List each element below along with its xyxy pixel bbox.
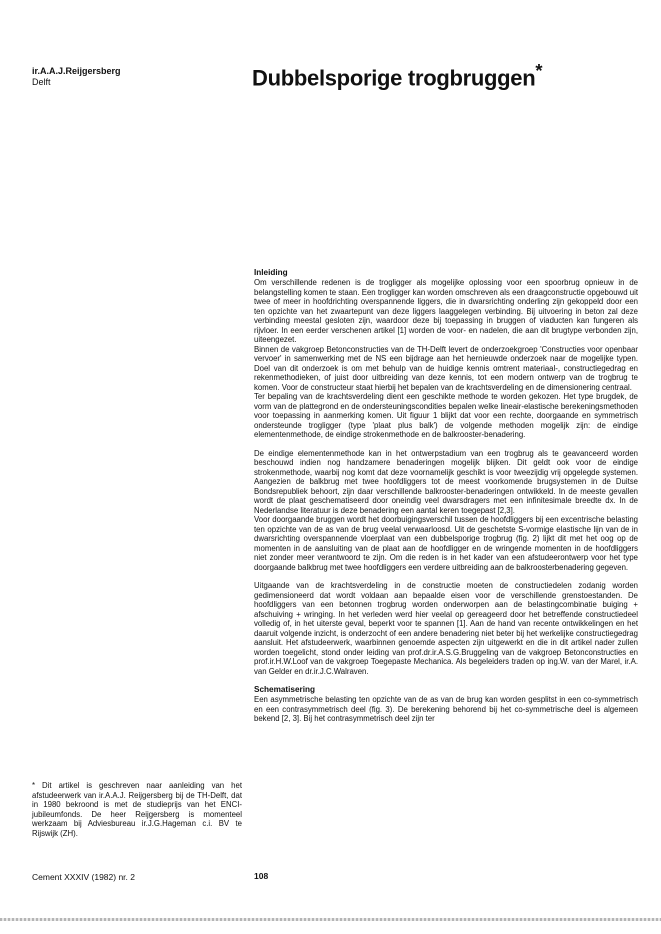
page-number: 108: [254, 871, 269, 881]
author-city: Delft: [32, 77, 51, 87]
paragraph: Voor doorgaande bruggen wordt het doorbuigingsverschil tussen de hoofdliggers bij een excentrische belasting ten opzichte van de as van de brug veelal verwaarloosd. Uit de geschetste S-vormige elastische lijn van de in dwarsrichting overspannende vloerplaat van een dubbelsporige trogbrug (fig. 2) lijkt dit met het oog op de momenten in de aansluiting van de plaat aan de hoofdligger en de wringende momenten in de hoofdliggers niet zonder meer verantwoord te zijn. Om die reden is in het kader van een afstudeerontwerp voor het type doorgaande balkbrug met twee hoofdliggers een verdere uitbreiding aan de balkroosterbenadering gegeven.: [254, 515, 638, 572]
paragraph: Een asymmetrische belasting ten opzichte van de as van de brug kan worden gesplitst in een co-symmetrisch en een contrasymmetrisch deel (fig. 3). De berekening behorend bij het co-symmetrische deel is algemeen bekend [2, 3]. Bij het contrasymmetrisch deel zijn ter: [254, 695, 638, 723]
author-block: [32, 66, 121, 88]
section-heading-schematisering: Schematisering: [254, 685, 315, 694]
article-title-text: Dubbelsporige trogbruggen: [252, 65, 536, 91]
article-title: [252, 60, 542, 91]
author-name: ir.A.A.J.Reijgersberg: [32, 66, 121, 76]
paragraph: De eindige elementenmethode kan in het ontwerpstadium van een trogbrug als te geavanceerd worden beschouwd indien nog handzamere benaderingen mogelijk blijken. Dit geldt ook voor de eindige strokenmethode, waarbij nog komt dat deze voornamelijk geschikt is voor tweezijdig vrij opgelegde systemen. Aangezien de balkbrug met twee hoofdliggers tot de meest voorkomende brugsystemen in de Duitse Bondsrepubliek behoort, zijn daar verschillende balkrooster-benaderingen ontwikkeld. In de meeste gevallen wordt de plaat geschematiseerd door oneindig veel dwarsdragers met een infinitesimale breedte dx. In de Nederlandse literatuur is deze benadering een aantal keren toegepast [2,3].: [254, 448, 638, 515]
paragraph: Om verschillende redenen is de trogligger als mogelijke oplossing voor een spoorbrug opnieuw in de belangstelling komen te staan. Een trogligger kan worden omschreven als een draagconstructie opgebouwd uit twee of meer in hoofdrichting overspannende liggers, die in dwarsrichting onderling zijn gekoppeld door een ten opzichte van het zwaartepunt van deze liggers laaggelegen verbinding. Bij uitvoering in beton zal deze verbinding meestal gesloten zijn, waardoor deze bij toepassing in bruggen of viaducten kan fungeren als rijvloer. In een eerder verschenen artikel [1] worden de voor- en nadelen, die aan dit brugtype verbonden zijn, uiteengezet.: [254, 278, 638, 344]
journal-reference: Cement XXXIV (1982) nr. 2: [32, 872, 135, 882]
paragraph: Uitgaande van de krachtsverdeling in de constructie moeten de constructiedelen zodanig worden gedimensioneerd dat wordt voldaan aan bepaalde eisen voor de verschillende grenstoestanden. De hoofdliggers van een betonnen trogbrug worden onderworpen aan de belastingcombinatie buiging + afschuiving + wringing. In het verleden werd hier veelal op gereageerd door het betreffende constructiedeel volledig of, in het uiterste geval, beperkt voor te spannen [1]. Aan de hand van recente ontwikkelingen en het daaruit volgende inzicht, is onderzocht of een andere benadering niet beter bij het werkelijke constructiegedrag aansluit. Het afstudeerwerk, waarbinnen genoemde aspecten zijn uitgewerkt en die in dit artikel nader zullen worden toegelicht, stond onder leiding van prof.dr.ir.A.S.G.Bruggeling van de vakgroep Betonconstructies en prof.ir.H.W.Loof van de vakgroep Toegepaste Mechanica. Als begeleiders traden op ing.W. van der Marel, ir.A. van Gelder en dr.ir.J.C.Walraven.: [254, 581, 638, 676]
footnote: * Dit artikel is geschreven naar aanleiding van het afstudeerwerk van ir.A.A.J. Reijgersberg bij de TH-Delft, dat in 1980 bekroond is met de studieprijs van het ENCI-jubileumfonds. De heer Reijgersberg is momenteel werkzaam bij Adviesbureau ir.J.G.Hageman c.i. BV te Rijswijk (ZH).: [32, 781, 242, 838]
scan-edge-divider: [0, 918, 661, 921]
paragraph: Ter bepaling van de krachtsverdeling dient een geschikte methode te worden gekozen. Het type brugdek, de vorm van de plattegrond en de ondersteuningscondities bepalen welke lineair-elastische berekeningsmethoden voor toepassing in aanmerking komen. Uit figuur 1 blijkt dat voor een rechte, doorgaande en symmetrisch ondersteunde trogligger (type 'plaat plus balk') de volgende methoden mogelijk zijn: de eindige elementenmethode, de eindige strokenmethode en de balkrooster-benadering.: [254, 392, 638, 439]
article-body: [254, 268, 638, 724]
paragraph: Binnen de vakgroep Betonconstructies van de TH-Delft levert de onderzoekgroep 'Constructies voor openbaar vervoer' in samenwerking met de NS een bijdrage aan het hernieuwde onderzoek naar de mogelijke typen. Doel van dit onderzoek is om met behulp van de huidige kennis omtrent materiaal-, constructiegedrag en rekenmethodieken, of juist door uitbreiding van deze kennis, tot een modern ontwerp van de trogbrug te komen. Voor de constructeur staat hierbij het bepalen van de krachtsverdeling en de dimensionering centraal.: [254, 344, 638, 392]
section-heading-inleiding: Inleiding: [254, 268, 288, 277]
title-footnote-mark: *: [535, 60, 543, 81]
